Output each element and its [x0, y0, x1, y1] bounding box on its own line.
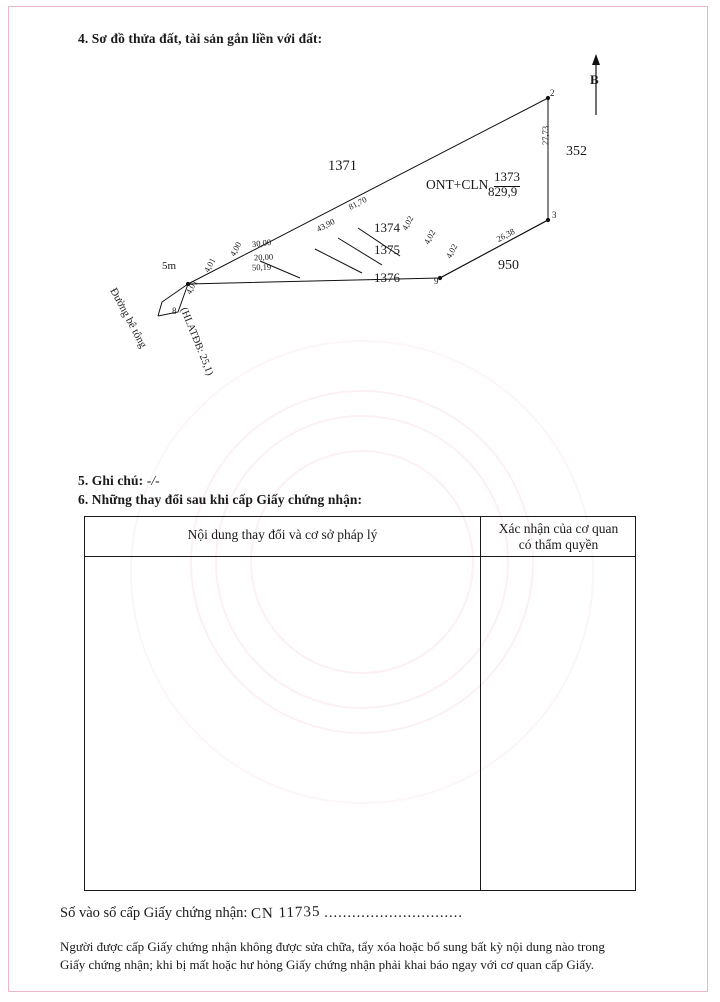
certificate-number-dots: .............................. [324, 905, 463, 921]
edge-dim-mid-20: 20,00 [253, 251, 274, 263]
certificate-number-label: Số vào sổ cấp Giấy chứng nhận: [60, 905, 248, 921]
corner-mark-2: 2 [550, 88, 555, 98]
table-header-authority [481, 521, 636, 552]
parcel-label-1371: 1371 [328, 158, 357, 174]
certificate-number-value: CN 11735 [250, 903, 321, 923]
edge-dim-top-mid: 43,90 [314, 216, 337, 234]
edge-dim-right-seg-2: 4,02 [421, 228, 438, 246]
north-indicator: B [590, 72, 599, 87]
corner-mark-9: 9 [434, 276, 439, 286]
parcel-label-1374: 1374 [374, 220, 400, 235]
edge-dim-left-lower-3: 4,01 [183, 278, 200, 296]
section-6-title: 6. Những thay đổi sau khi cấp Giấy chứng nhận: [78, 492, 363, 507]
edge-dim-mid-30: 30,00 [251, 236, 272, 250]
road-name-label: Đường bê tông [107, 286, 150, 351]
parcel-label-1376: 1376 [374, 270, 400, 285]
changes-table [84, 516, 636, 891]
road-protection-label: (HLATĐB: 25,1) [177, 306, 216, 378]
parcel-main-number: 1373 [494, 169, 520, 187]
parcel-main-code: ONT+CLN [426, 177, 489, 192]
table-column-divider [480, 517, 481, 890]
edge-dim-bottom-50: 50,19 [251, 261, 272, 273]
footer-note [60, 938, 670, 973]
section-5-title [78, 473, 160, 489]
certificate-number-line [60, 905, 660, 922]
table-header-rule [85, 556, 635, 557]
footer-note-line2: Giấy chứng nhận; khi bị mất hoặc hư hỏng Giấy chứng nhận phải khai báo ngay với cơ quan cấp Giấy. [60, 956, 595, 972]
parcel-label-950: 950 [498, 258, 519, 273]
edge-dim-bottom-right: 26,38 [494, 226, 517, 244]
table-header-authority-line2: có thẩm quyền [518, 536, 599, 552]
parcel-label-1375: 1375 [374, 242, 400, 257]
parcel-main-area: 829,9 [488, 184, 518, 199]
parcel-diagram [100, 50, 630, 400]
footer-note-line1: Người được cấp Giấy chứng nhận không được sửa chữa, tẩy xóa hoặc bổ sung bất kỳ nội dung nào trong [60, 939, 605, 954]
edge-dim-left-lower-1: 4,00 [227, 240, 244, 258]
table-header-authority-line1: Xác nhận của cơ quan [498, 521, 619, 536]
corner-mark-8: 8 [172, 306, 177, 316]
section-4-title: 4. Sơ đồ thửa đất, tài sản gắn liền với đất: [78, 31, 323, 46]
corner-mark-3: 3 [552, 210, 557, 220]
parcel-label-352: 352 [566, 144, 587, 159]
edge-dim-left-lower-2: 4,01 [201, 256, 218, 274]
edge-dim-right-vertical: 27,73 [540, 125, 550, 145]
table-header-content: Nội dung thay đổi và cơ sở pháp lý [187, 527, 378, 542]
section-5-value: -/- [146, 473, 160, 488]
road-width-label: 5m [162, 260, 177, 272]
edge-dim-top-long: 81,70 [346, 194, 369, 212]
section-5-label: 5. Ghi chú: [78, 473, 144, 488]
edge-dim-right-seg-1: 4,02 [399, 214, 416, 232]
edge-dim-right-seg-3: 4,02 [443, 242, 460, 260]
